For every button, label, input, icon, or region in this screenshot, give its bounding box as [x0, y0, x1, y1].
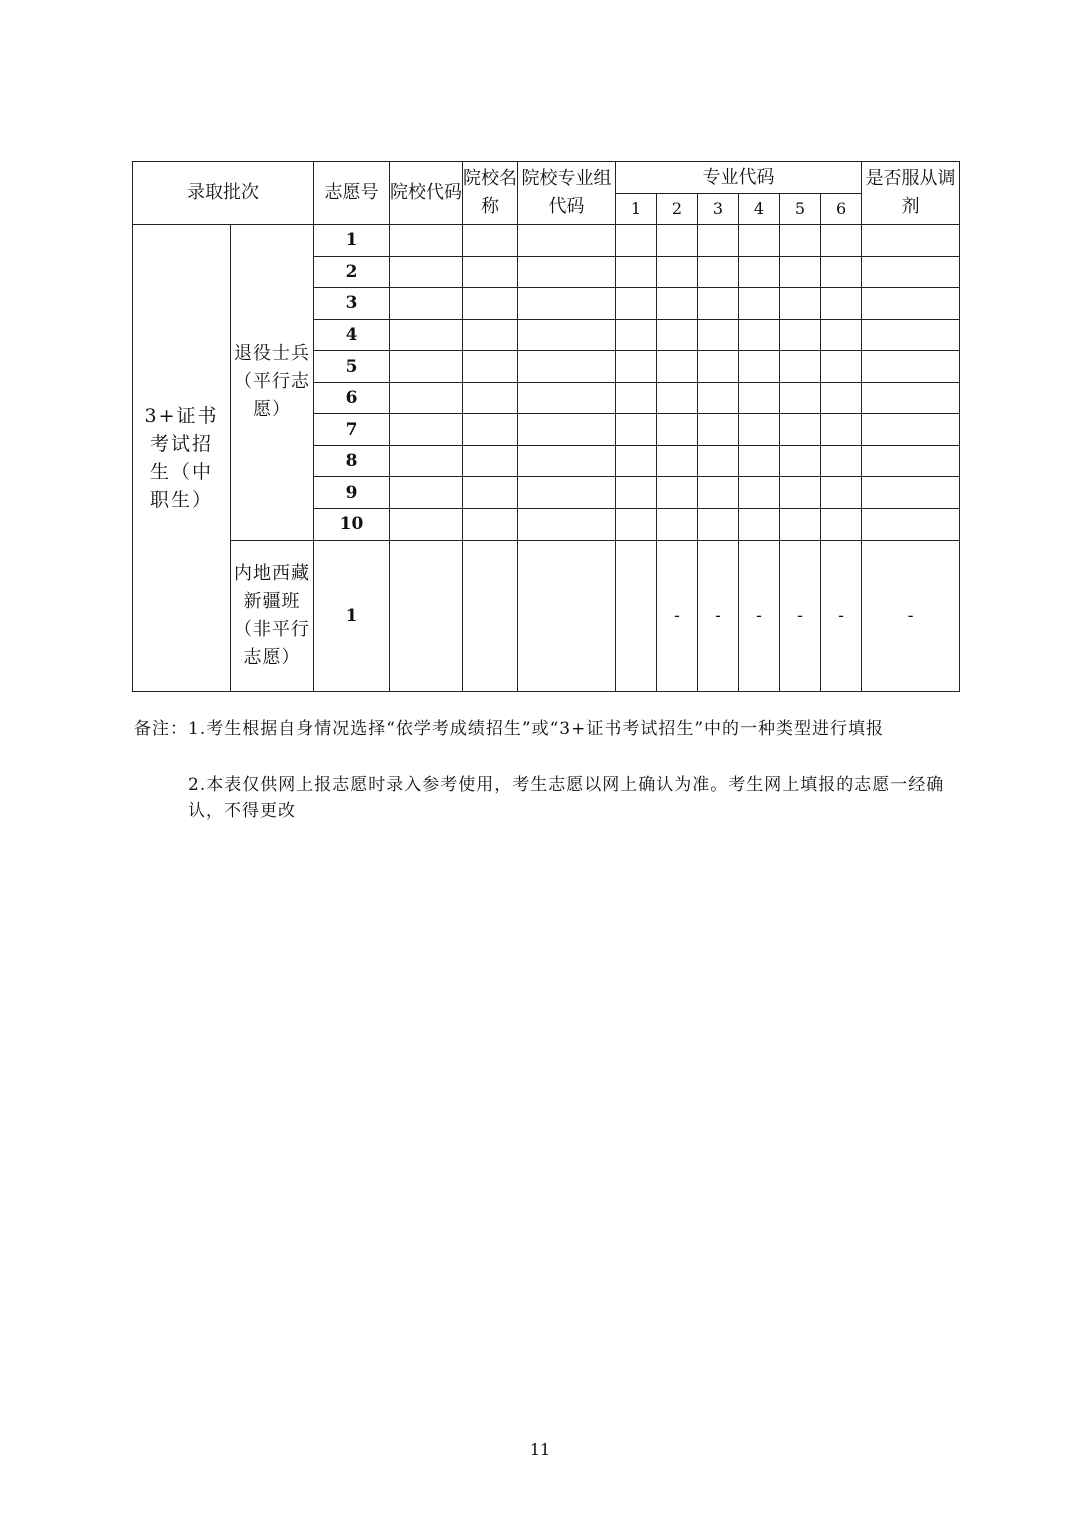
group-label: 内地西藏新疆班（非平行志愿） [234, 562, 310, 668]
adjust-cell[interactable] [862, 225, 960, 257]
adjust-cell[interactable] [862, 288, 960, 320]
adjust-cell[interactable] [862, 445, 960, 477]
major-code-cell[interactable] [780, 382, 821, 414]
school-code-cell[interactable] [390, 445, 463, 477]
header-major-col: 2 [657, 194, 698, 225]
major-code-cell[interactable] [698, 382, 739, 414]
major-code-cell[interactable] [616, 382, 657, 414]
major-code-cell[interactable] [780, 225, 821, 257]
school-name-cell[interactable] [463, 477, 518, 509]
major-code-cell[interactable] [616, 319, 657, 351]
wish-number: 6 [314, 382, 390, 414]
header-major-col: 5 [780, 194, 821, 225]
school-code-cell[interactable] [390, 477, 463, 509]
note-1: 备注：1.考生根据自身情况选择“依学考成绩招生”或“3+证书考试招生”中的一种类型进行填报 [134, 719, 885, 739]
major-code-cell[interactable] [616, 540, 657, 691]
major-code-cell[interactable] [616, 351, 657, 383]
major-code-cell[interactable] [821, 382, 862, 414]
major-code-cell[interactable] [698, 288, 739, 320]
major-code-cell: - [657, 540, 698, 691]
major-code-cell[interactable] [657, 288, 698, 320]
page-number: 11 [529, 1440, 551, 1459]
major-code-cell[interactable] [739, 382, 780, 414]
header-adjust: 是否服从调剂 [862, 162, 960, 225]
major-code-cell[interactable] [821, 445, 862, 477]
header-major-col: 3 [698, 194, 739, 225]
school-code-cell[interactable] [390, 382, 463, 414]
major-code-cell[interactable] [698, 225, 739, 257]
group-code-cell[interactable] [518, 509, 616, 541]
school-name-cell[interactable] [463, 540, 518, 691]
major-code-cell[interactable] [657, 319, 698, 351]
major-code-cell[interactable] [739, 256, 780, 288]
school-name-cell[interactable] [463, 382, 518, 414]
major-code-cell: - [698, 540, 739, 691]
school-code-cell[interactable] [390, 288, 463, 320]
header-school-name: 院校名称 [463, 162, 518, 225]
header-batch: 录取批次 [133, 162, 314, 225]
school-name-cell[interactable] [463, 351, 518, 383]
wish-number: 8 [314, 445, 390, 477]
group-code-cell[interactable] [518, 477, 616, 509]
major-code-cell: - [780, 540, 821, 691]
major-code-cell[interactable] [780, 477, 821, 509]
adjust-cell[interactable] [862, 414, 960, 446]
group-code-cell[interactable] [518, 445, 616, 477]
table-row [133, 540, 960, 691]
school-name-cell[interactable] [463, 509, 518, 541]
wish-rows [133, 225, 960, 692]
major-code-cell[interactable] [657, 256, 698, 288]
school-code-cell[interactable] [390, 225, 463, 257]
adjust-cell[interactable] [862, 256, 960, 288]
major-code-cell[interactable] [698, 477, 739, 509]
group-cell [231, 225, 314, 540]
header-major-col: 6 [821, 194, 862, 225]
adjust-cell: - [862, 540, 960, 691]
major-code-cell[interactable] [698, 414, 739, 446]
school-name-cell[interactable] [463, 445, 518, 477]
major-code-cell[interactable] [821, 288, 862, 320]
major-code-cell[interactable] [616, 414, 657, 446]
group-code-cell[interactable] [518, 256, 616, 288]
major-code-cell[interactable] [616, 509, 657, 541]
wish-number: 4 [314, 319, 390, 351]
major-code-cell[interactable] [739, 445, 780, 477]
major-code-cell[interactable] [821, 414, 862, 446]
application-form-table [132, 161, 960, 692]
school-name-cell[interactable] [463, 225, 518, 257]
major-code-cell[interactable] [739, 351, 780, 383]
major-code-cell[interactable] [780, 414, 821, 446]
major-code-cell[interactable] [657, 477, 698, 509]
major-code-cell[interactable] [657, 351, 698, 383]
major-code-cell[interactable] [821, 351, 862, 383]
school-code-cell[interactable] [390, 319, 463, 351]
major-code-cell[interactable] [616, 445, 657, 477]
school-code-cell[interactable] [390, 414, 463, 446]
wish-number: 10 [314, 509, 390, 541]
major-code-cell[interactable] [821, 256, 862, 288]
category-cell [133, 225, 231, 692]
major-code-cell[interactable] [739, 509, 780, 541]
major-code-cell[interactable] [780, 445, 821, 477]
major-code-cell[interactable] [616, 256, 657, 288]
major-code-cell[interactable] [739, 477, 780, 509]
header-group-code: 院校专业组代码 [518, 162, 616, 225]
major-code-cell[interactable] [821, 477, 862, 509]
group-label: 退役士兵（平行志愿） [234, 343, 310, 421]
major-code-cell[interactable] [698, 445, 739, 477]
school-code-cell[interactable] [390, 509, 463, 541]
major-code-cell[interactable] [657, 414, 698, 446]
header-major-col: 1 [616, 194, 657, 225]
wish-number: 3 [314, 288, 390, 320]
group-code-cell[interactable] [518, 382, 616, 414]
major-code-cell[interactable] [780, 319, 821, 351]
major-code-cell[interactable] [780, 509, 821, 541]
school-code-cell[interactable] [390, 540, 463, 691]
group-code-cell[interactable] [518, 288, 616, 320]
major-code-cell[interactable] [698, 256, 739, 288]
major-code-cell[interactable] [739, 225, 780, 257]
school-name-cell[interactable] [463, 319, 518, 351]
adjust-cell[interactable] [862, 382, 960, 414]
header-major-code: 专业代码 [616, 162, 862, 194]
note-2: 2.本表仅供网上报志愿时录入参考使用，考生志愿以网上确认为准。考生网上填报的志愿一经确认，不得更改 [188, 775, 945, 821]
wish-number: 9 [314, 477, 390, 509]
major-code-cell[interactable] [698, 509, 739, 541]
group-code-cell[interactable] [518, 319, 616, 351]
major-code-cell[interactable] [616, 225, 657, 257]
adjust-cell[interactable] [862, 319, 960, 351]
major-code-cell[interactable] [780, 256, 821, 288]
major-code-cell[interactable] [657, 225, 698, 257]
school-name-cell[interactable] [463, 256, 518, 288]
major-code-cell[interactable] [657, 382, 698, 414]
wish-number: 7 [314, 414, 390, 446]
category-label: 3+证书考试招生（中职生） [144, 404, 219, 511]
major-code-cell[interactable] [616, 477, 657, 509]
major-code-cell[interactable] [698, 319, 739, 351]
major-code-cell[interactable] [657, 445, 698, 477]
group-code-cell[interactable] [518, 540, 616, 691]
major-code-cell[interactable] [780, 288, 821, 320]
wish-number: 1 [314, 225, 390, 257]
school-name-cell[interactable] [463, 414, 518, 446]
school-code-cell[interactable] [390, 256, 463, 288]
major-code-cell[interactable] [739, 414, 780, 446]
major-code-cell[interactable] [739, 319, 780, 351]
school-code-cell[interactable] [390, 351, 463, 383]
major-code-cell[interactable] [657, 509, 698, 541]
major-code-cell[interactable] [739, 288, 780, 320]
major-code-cell[interactable] [821, 509, 862, 541]
table-row [133, 225, 960, 257]
adjust-cell[interactable] [862, 351, 960, 383]
major-code-cell[interactable] [698, 351, 739, 383]
wish-number: 5 [314, 351, 390, 383]
school-name-cell[interactable] [463, 288, 518, 320]
header-wish-no: 志愿号 [314, 162, 390, 225]
header-major-col: 4 [739, 194, 780, 225]
notes [134, 716, 974, 824]
group-code-cell[interactable] [518, 351, 616, 383]
wish-number: 1 [314, 540, 390, 691]
major-code-cell: - [821, 540, 862, 691]
group-code-cell[interactable] [518, 225, 616, 257]
major-code-cell[interactable] [821, 319, 862, 351]
major-code-cell[interactable] [780, 351, 821, 383]
adjust-cell[interactable] [862, 477, 960, 509]
header-school-code: 院校代码 [390, 162, 463, 225]
wish-number: 2 [314, 256, 390, 288]
major-code-cell[interactable] [616, 288, 657, 320]
group-code-cell[interactable] [518, 414, 616, 446]
adjust-cell[interactable] [862, 509, 960, 541]
group-cell [231, 540, 314, 691]
major-code-cell[interactable] [821, 225, 862, 257]
major-code-cell: - [739, 540, 780, 691]
